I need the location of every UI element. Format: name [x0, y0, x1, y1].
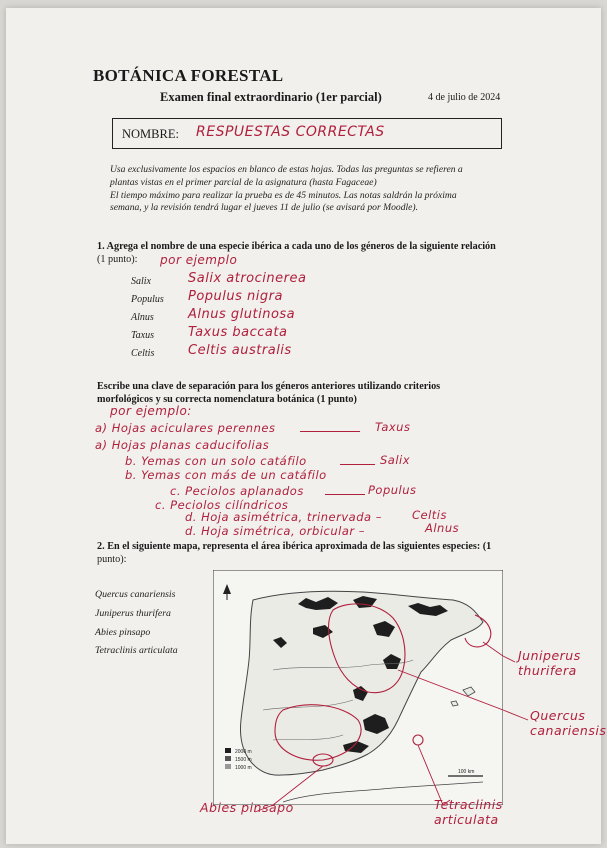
species-answer: Alnus glutinosa [188, 307, 296, 322]
species-answer: Populus nigra [188, 289, 283, 304]
answer-juniperus: Juniperus thurifera [518, 648, 581, 678]
key-line: b. Yemas con más de un catáfilo [125, 468, 327, 482]
key-result: Alnus [425, 521, 460, 535]
species-answer: Salix atrocinerea [188, 271, 307, 286]
species-item: Juniperus thurifera [95, 608, 171, 619]
species-item: Abies pinsapo [95, 627, 151, 638]
instructions-line: El tiempo máximo para realizar la prueba es de 45 minutos. Las notas saldrán la próxima [110, 189, 457, 201]
key-result: Taxus [375, 420, 411, 434]
genus-label: Taxus [131, 330, 154, 341]
key-line: a) Hojas planas caducifolias [95, 438, 270, 452]
legend-label: 1000 m [235, 765, 252, 771]
instructions-line: semana, y la revisión tendrá lugar el jueves 11 de julio (se avisará por Moodle). [110, 202, 419, 214]
q1-prompt-line: (1 punto): [97, 254, 138, 265]
scale-label: 100 km [458, 769, 475, 775]
q1b-note: por ejemplo: [110, 404, 192, 418]
key-line: a) Hojas aciculares perennes [95, 421, 276, 435]
key-result: Celtis [412, 508, 447, 522]
q1b-prompt-line: Escribe una clave de separación para los géneros anteriores utilizando criterios [97, 381, 441, 392]
species-item: Quercus canariensis [95, 589, 176, 600]
species-answer: Taxus baccata [188, 325, 288, 340]
q1-note: por ejemplo [160, 253, 238, 267]
exam-subtitle: Examen final extraordinario (1er parcial) [160, 90, 382, 104]
genus-label: Celtis [131, 348, 155, 359]
key-result: Salix [380, 453, 411, 467]
q2-prompt-line: punto): [97, 554, 127, 565]
q1-prompt-line: 1. Agrega el nombre de una especie ibérica a cada uno de los géneros de la siguiente relación [97, 241, 496, 252]
legend-label: 1500 m [235, 757, 252, 763]
instructions-line: plantas vistas en el primer parcial de la asignatura (hasta Fagaceae) [110, 176, 377, 188]
instructions-line: Usa exclusivamente los espacios en blanco de estas hojas. Todas las preguntas se refieren a [110, 164, 463, 175]
exam-title: BOTÁNICA FORESTAL [93, 66, 284, 85]
key-line: c. Peciolos aplanados [170, 484, 304, 498]
q1b-prompt-line: morfológicos y su correcta nomenclatura botánica (1 punto) [97, 394, 357, 405]
genus-label: Populus [131, 294, 164, 305]
key-line: c. Peciolos cilíndricos [155, 498, 289, 512]
answer-quercus: Quercus canariensis [530, 708, 607, 738]
answer-abies: Abies pinsapo [200, 800, 294, 815]
species-answer: Celtis australis [188, 343, 292, 358]
key-line: d. Hoja simétrica, orbicular – [185, 524, 366, 538]
answer-tetraclinis: Tetraclinis articulata [434, 797, 503, 827]
name-label: NOMBRE: [122, 127, 179, 141]
species-item: Tetraclinis articulata [95, 645, 178, 656]
key-line: b. Yemas con un solo catáfilo [125, 454, 307, 468]
q2-prompt-line: 2. En el siguiente mapa, representa el área ibérica aproximada de las siguientes especies: (1 [97, 541, 492, 552]
exam-date: 4 de julio de 2024 [428, 92, 501, 103]
legend-label: 2000 m [235, 749, 252, 755]
genus-label: Salix [131, 276, 151, 287]
name-value: RESPUESTAS CORRECTAS [196, 124, 385, 140]
genus-label: Alnus [131, 312, 154, 323]
key-line: d. Hoja asimétrica, trinervada – [185, 510, 382, 524]
key-result: Populus [368, 483, 417, 497]
